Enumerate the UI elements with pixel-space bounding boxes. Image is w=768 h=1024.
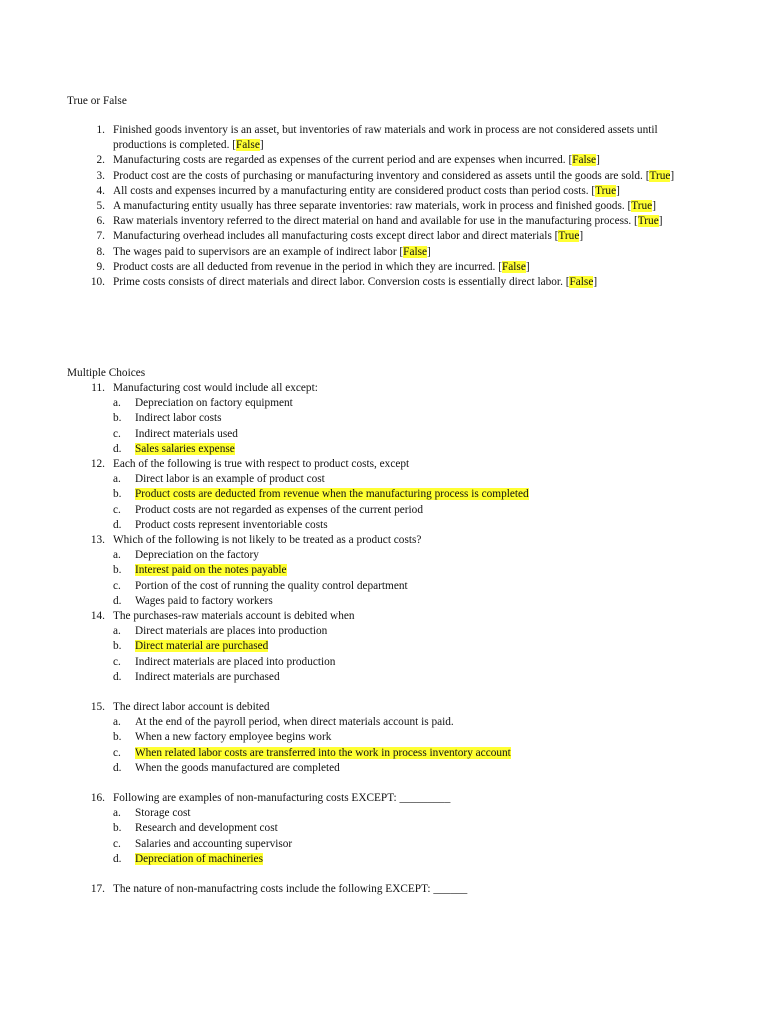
answer-highlight <box>113 442 235 455</box>
question-number: 13. <box>90 534 105 547</box>
question-text: Following are examples of non-manufacturing costs EXCEPT: _________ <box>113 792 451 805</box>
tf-item-6 <box>67 214 697 229</box>
option-text: Indirect labor costs <box>135 412 222 425</box>
question-number: 16. <box>90 792 105 805</box>
mc-option <box>67 806 697 821</box>
answer-highlight <box>113 640 269 653</box>
mc-question-17 <box>67 882 697 897</box>
option-text: At the end of the payroll period, when direct materials account is paid. <box>135 716 454 729</box>
option-text: Sales salaries expense <box>135 442 235 455</box>
mc-option <box>67 821 697 836</box>
option-letter: a. <box>113 625 121 638</box>
tf-item-8 <box>67 245 697 260</box>
tf-item-4 <box>67 184 697 199</box>
answer-highlight: True <box>637 215 659 228</box>
mc-option <box>67 655 697 670</box>
mc-option <box>67 624 697 639</box>
answer-bracket: ] <box>658 215 663 228</box>
option-text: Direct material are purchased <box>135 640 269 653</box>
option-text: Indirect materials are placed into production <box>135 655 336 668</box>
option-letter: c. <box>113 837 121 850</box>
answer-highlight: False <box>236 139 260 152</box>
item-number: 6. <box>96 215 105 228</box>
option-text: Depreciation of machineries <box>135 852 263 865</box>
option-letter: c. <box>113 427 121 440</box>
mc-option <box>67 579 697 594</box>
answer-highlight <box>113 746 511 759</box>
answer-bracket: ] <box>259 139 264 152</box>
option-letter: d. <box>113 518 122 531</box>
mc-option-correct <box>67 852 697 867</box>
mc-question-16 <box>67 791 697 806</box>
answer-highlight <box>113 564 287 577</box>
item-text: Raw materials inventory referred to the direct material on hand and available for use in the manufacturing process. [ <box>113 215 638 228</box>
answer-bracket: ] <box>593 276 598 289</box>
mc-option <box>67 837 697 852</box>
item-text: Prime costs consists of direct materials and direct labor. Conversion costs is essentially direct labor. [ <box>113 276 570 289</box>
mc-option-correct <box>67 487 697 502</box>
mc-option <box>67 518 697 533</box>
question-number: 11. <box>91 382 105 394</box>
answer-bracket: ] <box>670 169 675 182</box>
spacer <box>67 685 697 700</box>
mc-option <box>67 396 697 411</box>
answer-highlight: True <box>631 200 653 213</box>
option-letter: a. <box>113 716 121 729</box>
multiple-choice-heading: Multiple Choices <box>67 367 146 379</box>
true-false-heading: True or False <box>67 95 127 107</box>
tf-item-2 <box>67 153 697 168</box>
mc-option <box>67 548 697 563</box>
option-text: Product costs represent inventoriable costs <box>135 518 328 531</box>
option-text: Research and development cost <box>135 822 278 835</box>
option-letter: c. <box>113 746 121 759</box>
option-text: Depreciation on factory equipment <box>135 397 293 410</box>
option-letter: a. <box>113 473 121 486</box>
mc-option-correct <box>67 563 697 578</box>
item-number: 10. <box>90 276 105 289</box>
tf-item-7 <box>67 229 697 244</box>
question-text: Which of the following is not likely to be treated as a product costs? <box>113 534 422 547</box>
question-number: 14. <box>90 610 105 623</box>
mc-question-14 <box>67 609 697 624</box>
option-text: Portion of the cost of running the quality control department <box>135 579 408 592</box>
question-text: Manufacturing cost would include all except: <box>113 382 318 394</box>
item-number: 2. <box>96 154 105 167</box>
option-letter: a. <box>113 807 121 820</box>
option-letter: b. <box>113 822 122 835</box>
mc-question-11 <box>67 381 697 396</box>
option-text: When a new factory employee begins work <box>135 731 332 744</box>
question-number: 17. <box>90 883 105 896</box>
option-letter: c. <box>113 579 121 592</box>
item-text: Manufacturing costs are regarded as expenses of the current period and are expenses when incurred. [ <box>113 154 573 167</box>
item-text: The wages paid to supervisors are an example of indirect labor [ <box>113 245 404 258</box>
answer-bracket: ] <box>596 154 600 167</box>
option-text: Storage cost <box>135 807 191 820</box>
answer-highlight: False <box>572 154 597 167</box>
option-letter: d. <box>113 761 122 774</box>
answer-highlight <box>113 852 263 865</box>
answer-bracket: ] <box>579 230 584 243</box>
mc-option <box>67 472 697 487</box>
answer-highlight: True <box>649 169 671 182</box>
mc-question-12 <box>67 457 697 472</box>
mc-option <box>67 427 697 442</box>
option-letter: a. <box>113 397 121 410</box>
spacer <box>67 867 697 882</box>
option-letter: a. <box>113 549 121 562</box>
question-text: The direct labor account is debited <box>113 701 270 714</box>
tf-item-5 <box>67 199 697 214</box>
mc-option-correct <box>67 746 697 761</box>
question-text: Each of the following is true with respect to product costs, except <box>113 458 410 471</box>
option-text: Product costs are not regarded as expenses of the current period <box>135 503 423 516</box>
option-letter: b. <box>113 488 122 501</box>
item-number: 8. <box>96 245 105 258</box>
answer-highlight: False <box>403 245 428 258</box>
tf-item-10 <box>67 275 697 290</box>
option-letter: b. <box>113 640 122 653</box>
option-text: When related labor costs are transferred into the work in process inventory account <box>135 746 511 759</box>
item-text: A manufacturing entity usually has three separate inventories: raw materials, work in process and finished goods. [ <box>113 200 632 213</box>
tf-item-1 <box>67 123 697 153</box>
option-letter: d. <box>113 594 122 607</box>
option-text: Product costs are deducted from revenue when the manufacturing process is completed <box>135 488 529 501</box>
question-text: The purchases-raw materials account is debited when <box>113 610 355 623</box>
item-number: 4. <box>96 184 105 197</box>
item-number: 1. <box>96 124 105 136</box>
option-text: Indirect materials are purchased <box>135 670 280 683</box>
answer-bracket: ] <box>652 200 656 213</box>
option-text: Wages paid to factory workers <box>135 594 273 607</box>
option-letter: d. <box>113 670 122 683</box>
option-letter: c. <box>113 503 121 516</box>
mc-question-13 <box>67 533 697 548</box>
option-letter: c. <box>113 655 121 668</box>
mc-option <box>67 594 697 609</box>
option-letter: b. <box>113 412 122 425</box>
spacer <box>67 776 697 791</box>
item-number: 9. <box>96 260 105 273</box>
answer-highlight: False <box>569 276 594 289</box>
tf-item-3 <box>67 169 697 184</box>
item-text: Manufacturing overhead includes all manufacturing costs except direct labor and direct materials [ <box>113 230 559 243</box>
option-text: Direct labor is an example of product cost <box>135 473 325 486</box>
true-false-list <box>67 123 697 290</box>
question-number: 12. <box>90 458 105 471</box>
option-text: Direct materials are places into production <box>135 625 328 638</box>
question-number: 15. <box>90 701 105 714</box>
item-number: 3. <box>96 169 105 182</box>
answer-highlight: True <box>558 230 580 243</box>
option-text: Depreciation on the factory <box>135 549 259 562</box>
answer-highlight: True <box>595 184 617 197</box>
mc-option <box>67 715 697 730</box>
answer-highlight <box>113 488 529 501</box>
mc-question-15 <box>67 700 697 715</box>
item-text: Product costs are all deducted from revenue in the period in which they are incurred. [ <box>113 260 502 273</box>
answer-highlight: False <box>501 260 526 273</box>
option-text: Indirect materials used <box>135 427 238 440</box>
option-text: When the goods manufactured are completed <box>135 761 340 774</box>
mc-option-correct <box>67 442 697 457</box>
mc-option <box>67 761 697 776</box>
tf-item-9 <box>67 260 697 275</box>
question-text: The nature of non-manufactring costs include the following EXCEPT: ______ <box>113 883 468 896</box>
item-text: Product cost are the costs of purchasing or manufacturing inventory and considered as assets until the goods are sold. [ <box>113 169 650 182</box>
item-number: 7. <box>96 230 105 243</box>
mc-option <box>67 411 697 426</box>
answer-bracket: ] <box>427 245 431 258</box>
item-text: All costs and expenses incurred by a manufacturing entity are considered product costs than period costs. [ <box>113 184 596 197</box>
item-text: Finished goods inventory is an asset, but inventories of raw materials and work in process are not considered assets until productions is completed. [ <box>113 124 658 152</box>
answer-bracket: ] <box>616 184 620 197</box>
option-letter: b. <box>113 564 122 577</box>
option-text: Salaries and accounting supervisor <box>135 837 293 850</box>
option-letter: d. <box>113 852 122 865</box>
option-text: Interest paid on the notes payable <box>135 564 287 577</box>
option-letter: d. <box>113 442 122 455</box>
mc-option <box>67 670 697 685</box>
multiple-choice-list <box>67 381 697 897</box>
mc-option <box>67 730 697 745</box>
option-letter: b. <box>113 731 122 744</box>
item-number: 5. <box>96 200 105 213</box>
mc-option-correct <box>67 639 697 654</box>
answer-bracket: ] <box>525 260 530 273</box>
mc-option <box>67 503 697 518</box>
